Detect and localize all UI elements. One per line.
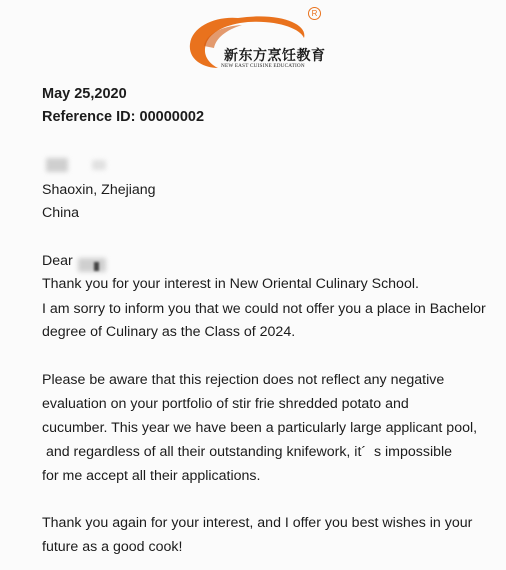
para3-line2: future as a good cook! bbox=[42, 539, 183, 555]
registered-mark: R bbox=[308, 7, 321, 20]
para2-line1: Please be aware that this rejection does not reflect any negative bbox=[42, 372, 445, 388]
logo-chinese-name: 新东方烹饪教育 bbox=[224, 48, 326, 64]
para2-line3: cucumber. This year we have been a particularly large applicant pool, bbox=[42, 420, 478, 436]
redacted-name bbox=[46, 158, 68, 172]
redaction-mark bbox=[94, 262, 99, 271]
para3-line1: Thank you again for your interest, and I offer you best wishes in your bbox=[42, 515, 473, 531]
para1-line2: I am sorry to inform you that we could not offer you a place in Bachelor bbox=[42, 301, 486, 317]
redacted-recipient bbox=[78, 258, 106, 272]
reference-id: Reference ID: 00000002 bbox=[42, 109, 205, 125]
redacted-name-2 bbox=[92, 160, 106, 170]
para1-line1: Thank you for your interest in New Oriental Culinary School. bbox=[42, 276, 419, 292]
para2-line4: and regardless of all their outstanding knifework, it´ s impossible bbox=[42, 444, 453, 460]
letter-date: May 25,2020 bbox=[42, 86, 127, 102]
logo-english-name: NEW EAST CUISINE EDUCATION bbox=[221, 63, 305, 69]
para2-line5: for me accept all their applications. bbox=[42, 468, 261, 484]
para1-line3: degree of Culinary as the Class of 2024. bbox=[42, 324, 296, 340]
para2-line2: evaluation on your portfolio of stir frie shredded potato and bbox=[42, 396, 409, 412]
salutation: Dear bbox=[42, 253, 73, 269]
address-city: Shaoxin, Zhejiang bbox=[42, 182, 156, 198]
address-country: China bbox=[42, 205, 80, 221]
